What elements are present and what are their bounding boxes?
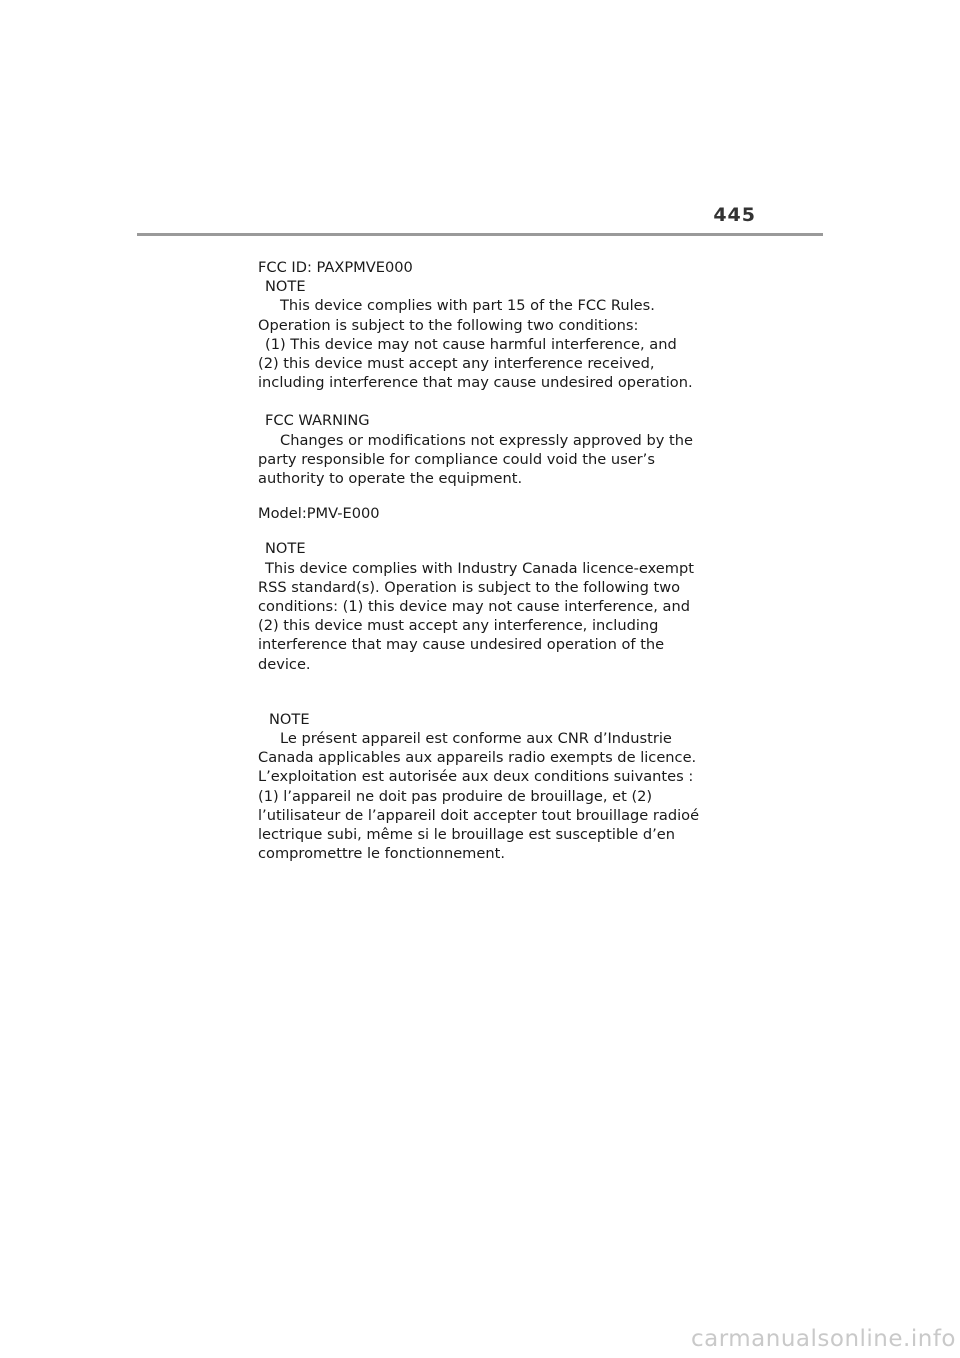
ic-note-line: conditions: (1) this device may not cause interference, and (258, 598, 690, 616)
fcc-note-line: (1) This device may not cause harmful interference, and (265, 335, 677, 353)
fcc-note-line: Operation is subject to the following two conditions: (258, 316, 639, 334)
french-note-line: lectrique subi, même si le brouillage est susceptible d’en (258, 826, 676, 844)
watermark-link[interactable]: carmanualsonline.info (690, 1326, 956, 1352)
french-note-line: compromettre le fonctionnement. (258, 845, 505, 863)
french-note-line: L’exploitation est autorisée aux deux conditions suivantes : (258, 768, 694, 786)
ic-note-line: (2) this device must accept any interference, including (258, 617, 659, 635)
fcc-note-line: including interference that may cause undesired operation. (258, 374, 693, 392)
ic-section (258, 539, 728, 673)
french-section (258, 710, 728, 864)
fcc-warning-line: Changes or modifications not expressly approved by the (280, 431, 693, 449)
french-note-line: Le présent appareil est conforme aux CNR d’Industrie (280, 730, 672, 748)
document-body (258, 258, 728, 863)
ic-note-line: device. (258, 655, 311, 673)
ic-note-line: RSS standard(s). Operation is subject to the following two (258, 578, 681, 596)
page-number: 445 (713, 204, 756, 226)
french-note-line: Canada applicables aux appareils radio exempts de licence. (258, 749, 697, 767)
fcc-note-line: (2) this device must accept any interference received, (258, 355, 655, 373)
ic-note-heading: NOTE (265, 540, 306, 558)
fcc-warning-line: authority to operate the equipment. (258, 470, 523, 488)
ic-note-line: This device complies with Industry Canada licence-exempt (265, 559, 694, 577)
french-note-line: l’utilisateur de l’appareil doit accepter tout brouillage radioé (258, 806, 700, 824)
fcc-id-line: FCC ID: PAXPMVE000 (258, 259, 413, 276)
ic-note-line: interference that may cause undesired operation of the (258, 636, 665, 654)
fcc-section (258, 258, 728, 488)
fcc-warning-heading: FCC WARNING (265, 412, 370, 430)
french-note-heading: NOTE (269, 710, 310, 728)
fcc-warning-line: party responsible for compliance could void the user’s (258, 450, 655, 468)
french-note-line: (1) l’appareil ne doit pas produire de brouillage, et (2) (258, 787, 653, 805)
fcc-note-heading: NOTE (265, 278, 306, 296)
header-divider (137, 233, 823, 236)
model-line: Model:PMV-E000 (258, 505, 380, 523)
fcc-note-line: This device complies with part 15 of the FCC Rules. (280, 297, 655, 315)
